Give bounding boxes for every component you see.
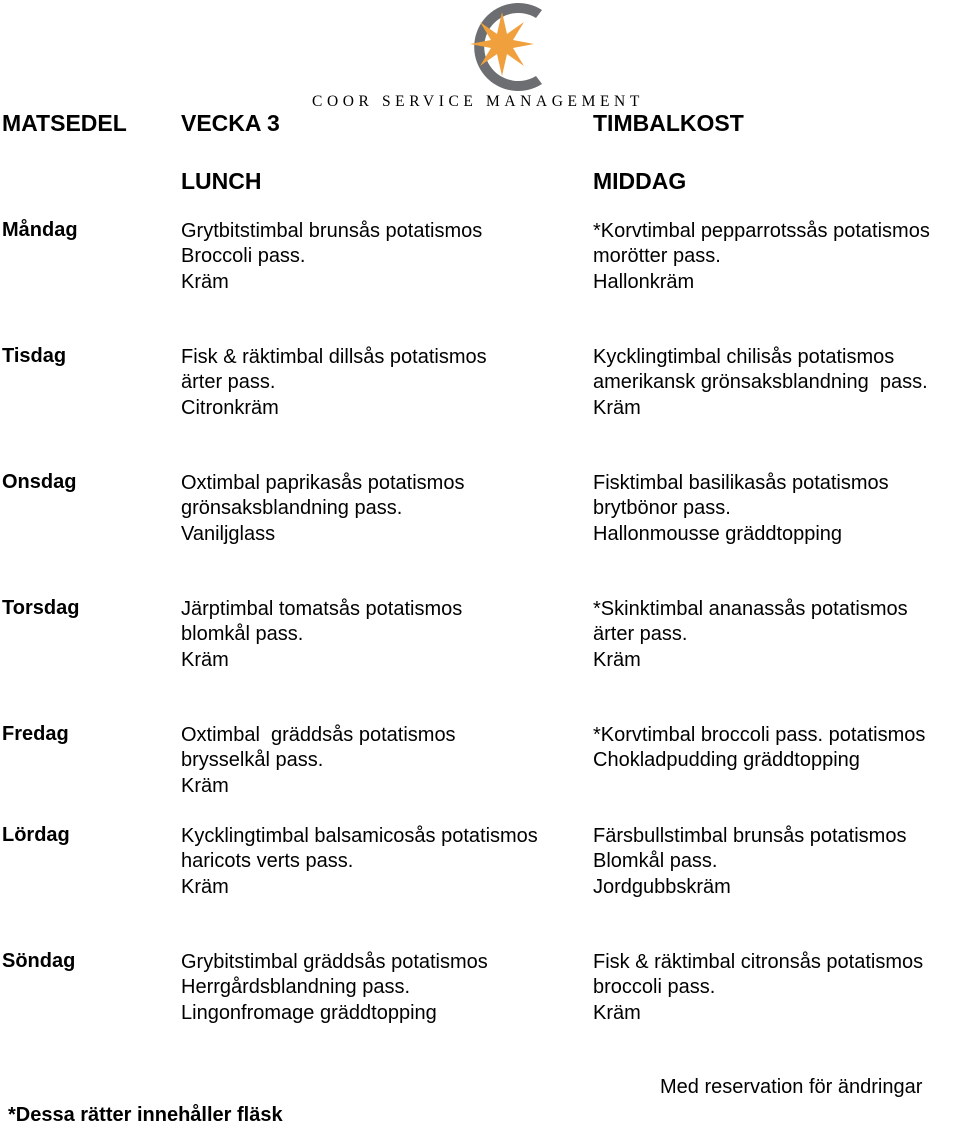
dinner-menu-item xyxy=(593,471,889,547)
lunch-line: Citronkräm xyxy=(181,396,279,419)
logo-brand-text: COOR SERVICE MANAGEMENT xyxy=(312,93,644,110)
lunch-line: Broccoli pass. xyxy=(181,245,306,268)
dinner-menu-item xyxy=(593,345,928,421)
dinner-line: Hallonkräm xyxy=(593,270,695,293)
dinner-line: Kräm xyxy=(593,1001,641,1024)
dinner-column-header: MIDDAG xyxy=(593,168,687,194)
day-label: Tisdag xyxy=(2,345,67,367)
lunch-column-header: LUNCH xyxy=(181,168,262,194)
day-label: Lördag xyxy=(2,824,70,846)
dinner-line: *Korvtimbal broccoli pass. potatismos xyxy=(593,724,926,746)
dinner-menu-item xyxy=(593,950,923,1026)
dinner-line: *Korvtimbal pepparrotssås potatismos xyxy=(593,220,930,242)
lunch-line: Fisk & räktimbal dillsås potatismos xyxy=(181,346,487,368)
lunch-line: Vaniljglass xyxy=(181,522,276,545)
lunch-line: Oxtimbal paprikasås potatismos xyxy=(181,472,465,494)
day-label: Måndag xyxy=(2,219,78,241)
lunch-line: Grybitstimbal gräddsås potatismos xyxy=(181,951,488,973)
dinner-line: Chokladpudding gräddtopping xyxy=(593,749,860,772)
dinner-line: ärter pass. xyxy=(593,623,688,646)
week-label: VECKA 3 xyxy=(181,110,280,136)
dinner-line: *Skinktimbal ananassås potatismos xyxy=(593,598,908,620)
dinner-line: Jordgubbskräm xyxy=(593,875,731,898)
lunch-menu-item xyxy=(181,950,488,1026)
lunch-line: Kräm xyxy=(181,270,229,293)
lunch-line: Kräm xyxy=(181,774,229,797)
lunch-line: ärter pass. xyxy=(181,371,276,394)
dinner-line: Kycklingtimbal chilisås potatismos xyxy=(593,346,895,368)
lunch-line: brysselkål pass. xyxy=(181,749,324,772)
lunch-line: Kräm xyxy=(181,648,229,671)
lunch-line: grönsaksblandning pass. xyxy=(181,497,403,520)
dinner-line: broccoli pass. xyxy=(593,976,716,999)
dinner-menu-item xyxy=(593,597,908,673)
lunch-line: Oxtimbal gräddsås potatismos xyxy=(181,724,456,746)
lunch-line: Herrgårdsblandning pass. xyxy=(181,976,411,999)
lunch-menu-item xyxy=(181,219,482,295)
lunch-menu-item xyxy=(181,824,538,900)
lunch-line: Kycklingtimbal balsamicosås potatismos xyxy=(181,825,538,847)
lunch-line: Lingonfromage gräddtopping xyxy=(181,1001,437,1024)
dinner-menu-item xyxy=(593,824,906,900)
lunch-line: blomkål pass. xyxy=(181,623,304,646)
dinner-line: Kräm xyxy=(593,648,641,671)
dinner-line: Kräm xyxy=(593,396,641,419)
lunch-menu-item xyxy=(181,597,462,673)
menu-title: MATSEDEL xyxy=(2,110,127,136)
dinner-line: morötter pass. xyxy=(593,245,721,268)
lunch-line: Kräm xyxy=(181,875,229,898)
lunch-line: Grytbitstimbal brunsås potatismos xyxy=(181,220,483,242)
dinner-line: Färsbullstimbal brunsås potatismos xyxy=(593,825,907,847)
dinner-line: amerikansk grönsaksblandning pass. xyxy=(593,371,928,394)
lunch-menu-item xyxy=(181,345,487,421)
day-label: Söndag xyxy=(2,950,76,972)
day-label: Fredag xyxy=(2,723,69,745)
coor-logo-icon xyxy=(456,0,548,92)
dinner-line: Fisktimbal basilikasås potatismos xyxy=(593,472,889,494)
lunch-line: Järptimbal tomatsås potatismos xyxy=(181,598,463,620)
lunch-menu-item xyxy=(181,723,456,799)
dinner-line: Blomkål pass. xyxy=(593,850,718,873)
diet-label: TIMBALKOST xyxy=(593,110,744,136)
dinner-line: Hallonmousse gräddtopping xyxy=(593,522,843,545)
dinner-line: Fisk & räktimbal citronsås potatismos xyxy=(593,951,924,973)
pork-note: *Dessa rätter innehåller fläsk xyxy=(8,1104,283,1126)
dinner-menu-item xyxy=(593,219,930,295)
reservation-note: Med reservation för ändringar xyxy=(660,1076,923,1098)
day-label: Onsdag xyxy=(2,471,77,493)
dinner-line: brytbönor pass. xyxy=(593,497,731,520)
lunch-menu-item xyxy=(181,471,464,547)
lunch-line: haricots verts pass. xyxy=(181,850,354,873)
day-label: Torsdag xyxy=(2,597,80,619)
dinner-menu-item xyxy=(593,723,925,774)
